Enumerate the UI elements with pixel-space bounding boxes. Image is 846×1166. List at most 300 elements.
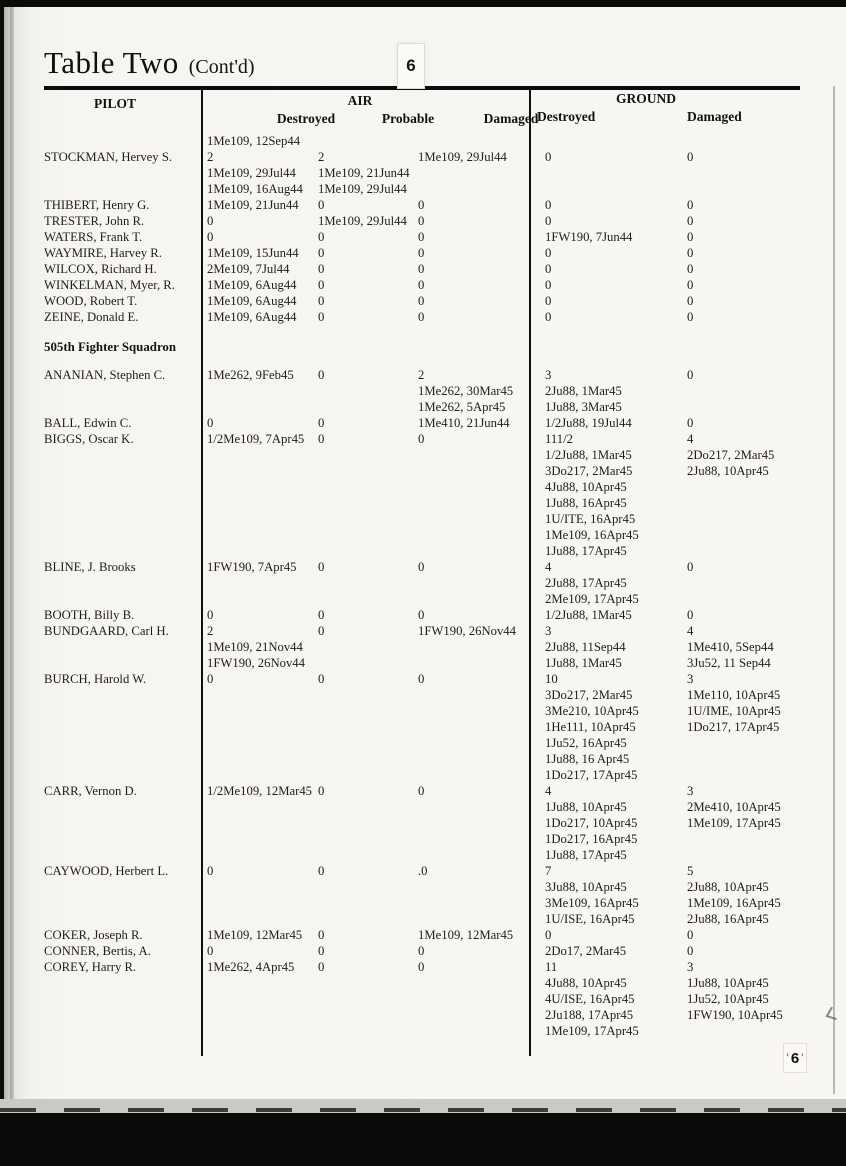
ground-destroyed-cell [537,293,687,309]
air-destroyed-cell [207,927,318,943]
victory-entry: 0 [418,262,425,276]
victory-entry: 2Me109, 7Jul44 [207,262,290,276]
victory-entry: 1Me109, 6Aug44 [207,310,297,324]
air-destroyed-cell [207,293,318,309]
air-damaged-cell [418,149,537,165]
air-probable-cell [318,367,418,383]
air-probable-cell [318,431,418,447]
ground-damaged-cell [687,431,810,479]
table-row [44,133,810,149]
victory-entry: 0 [545,262,552,276]
table-body [44,133,810,1039]
pilot-name-cell: WOOD, Robert T. [44,294,138,308]
victory-entry: 0 [418,310,425,324]
victory-entry: 0 [318,262,325,276]
table-row [44,197,810,213]
victory-entry: 0 [545,214,552,228]
header-air-probable: Probable [381,111,435,126]
ground-damaged-cell [687,623,810,671]
victory-entry: 1Me109, 29Jul44 [418,150,507,164]
table-row [44,309,810,325]
victory-entry: 0 [687,230,694,244]
victory-entry: 4 [687,432,694,446]
page-right-edge [833,86,835,1094]
air-damaged-cell [418,213,537,229]
victory-entry: 0 [318,310,325,324]
ground-destroyed-cell [537,197,687,213]
victory-entry: 0 [687,560,694,574]
air-destroyed-cell [207,671,318,687]
victory-entry: 3Me109, 16Apr45 [545,896,639,910]
victory-entry: 1Me110, 10Apr45 [687,688,781,702]
victory-entry: 1Me262, 5Apr45 [418,400,506,414]
victory-entry: 111/2 [545,432,573,446]
victory-entry: 0 [207,864,214,878]
page-title-suffix: (Cont'd) [188,56,255,78]
air-damaged-cell [418,277,537,293]
pilot-name-cell: THIBERT, Henry G. [44,198,150,212]
ground-destroyed-cell [537,863,687,927]
victory-entry: 0 [207,944,214,958]
pilot-name-cell: STOCKMAN, Hervey S. [44,150,173,164]
victory-entry: 1Me410, 21Jun44 [418,416,510,430]
air-damaged-cell [418,959,537,975]
victory-entry: 1Me109, 12Mar45 [418,928,514,942]
ground-damaged-cell [687,559,810,575]
victory-entry: 1Me109, 29Jul44 [207,166,296,180]
victory-entry: 0 [418,784,425,798]
victory-entry: 0 [687,278,694,292]
ground-damaged-cell [687,927,810,943]
victory-entry: 0 [418,608,425,622]
victory-entry: 0 [207,416,214,430]
victory-entry: 0 [418,214,425,228]
pilot-name-cell: BALL, Edwin C. [44,416,132,430]
header-ground: GROUND [616,91,676,106]
air-probable-cell [318,261,418,277]
victory-entry: 2Ju88, 17Apr45 [545,576,627,590]
pilot-name-cell: COREY, Harry R. [44,960,137,974]
pilot-name-cell: BURCH, Harold W. [44,672,147,686]
victory-entry: 0 [318,864,325,878]
victory-entry: 1Me109, 29Jul44 [318,214,407,228]
pilot-name-cell: ZEINE, Donald E. [44,310,139,324]
victory-entry: 1U/IME, 10Apr45 [687,704,781,718]
victory-entry: 3 [687,784,694,798]
victory-entry: 0 [318,230,325,244]
table-row [44,213,810,229]
table-row [44,431,810,559]
victory-entry: 1Ju88, 17Apr45 [545,544,627,558]
ground-damaged-cell [687,415,810,431]
victory-entry: 2Ju88, 10Apr45 [687,880,769,894]
victory-entry: 1Me262, 30Mar45 [418,384,514,398]
victory-entry: 0 [418,944,425,958]
victory-entry: 1Me109, 21Nov44 [207,640,303,654]
victory-entry: 1Me410, 5Sep44 [687,640,774,654]
air-probable-cell [318,197,418,213]
air-damaged-cell [418,309,537,325]
victory-entry: 4Ju88, 10Apr45 [545,976,627,990]
table-row [44,261,810,277]
victory-entry: 2Ju188, 17Apr45 [545,1008,634,1022]
victory-entry: 0 [545,150,552,164]
ground-destroyed-cell [537,149,687,165]
victory-entry: 2Ju88, 10Apr45 [687,464,769,478]
ground-damaged-cell [687,229,810,245]
victory-entry: 0 [318,294,325,308]
victory-entry: 2Ju88, 1Mar45 [545,384,622,398]
pilot-name-cell: BUNDGAARD, Carl H. [44,624,169,638]
victory-entry: 2Ju88, 16Apr45 [687,912,769,926]
victory-entry: 2 [418,368,425,382]
pilot-name-cell: CARR, Vernon D. [44,784,137,798]
victory-entry: 1Me109, 29Jul44 [318,182,407,196]
pilot-name-cell: BIGGS, Oscar K. [44,432,134,446]
victory-entry: 3 [545,624,552,638]
victory-entry: 1Me109, 17Apr45 [687,816,781,830]
victory-entry: 0 [418,278,425,292]
victory-entry: 3Me210, 10Apr45 [545,704,639,718]
air-damaged-cell [418,261,537,277]
ground-destroyed-cell [537,277,687,293]
ground-damaged-cell [687,277,810,293]
air-damaged-cell [418,245,537,261]
victory-entry: 1U/ITE, 16Apr45 [545,512,636,526]
air-probable-cell [318,623,418,639]
ground-damaged-cell [687,943,810,959]
victory-entry: 3 [545,368,552,382]
victory-entry: 0 [318,624,325,638]
victory-entry: 1Ju88, 16 Apr45 [545,752,630,766]
ground-destroyed-cell [537,367,687,415]
victory-entry: 0 [418,198,425,212]
victory-entry: 0 [687,928,694,942]
ground-damaged-cell [687,863,810,927]
victory-entry: 0 [318,368,325,382]
victory-entry: 4Ju88, 10Apr45 [545,480,627,494]
victory-entry: 0 [418,432,425,446]
air-probable-cell [318,213,418,229]
table-row [44,149,810,197]
table-row [44,559,810,607]
pilot-name-cell: WAYMIRE, Harvey R. [44,246,162,260]
victory-entry: 0 [687,246,694,260]
victory-entry: 0 [687,294,694,308]
victory-entry: 4 [545,784,552,798]
air-probable-cell [318,277,418,293]
table-row [44,927,810,943]
victory-entry: 4 [545,560,552,574]
air-destroyed-cell [207,133,318,149]
air-destroyed-cell [207,943,318,959]
air-damaged-cell [418,415,537,431]
ground-damaged-cell [687,671,810,735]
victory-entry: 0 [318,960,325,974]
ground-damaged-cell [687,959,810,1023]
header-air-destroyed: Destroyed [276,111,336,126]
victory-entry: 1Me109, 6Aug44 [207,294,297,308]
air-damaged-cell [418,671,537,687]
victory-entry: 1Ju88, 1Mar45 [545,656,622,670]
page-number-bottom: ' 6 ' [784,1044,806,1072]
victory-entry: 1Me109, 16Apr45 [545,528,639,542]
air-probable-cell [318,229,418,245]
pilot-name-cell: CAYWOOD, Herbert L. [44,864,169,878]
air-damaged-cell [418,367,537,415]
header-ground-damaged: Damaged [687,109,742,124]
pilot-name-cell: TRESTER, John R. [44,214,145,228]
victory-entry: 3Ju88, 10Apr45 [545,880,627,894]
air-destroyed-cell [207,197,318,213]
ground-damaged-cell [687,309,810,325]
ground-damaged-cell [687,197,810,213]
header-pilot: PILOT [93,96,136,111]
victory-entry: 0 [418,294,425,308]
victory-entry: 4U/ISE, 16Apr45 [545,992,635,1006]
air-probable-cell [318,943,418,959]
victory-entry: 1Do217, 17Apr45 [687,720,780,734]
victory-entry: 0 [318,672,325,686]
air-probable-cell [318,293,418,309]
ground-destroyed-cell [537,261,687,277]
air-probable-cell [318,245,418,261]
air-destroyed-cell [207,559,318,575]
air-probable-cell [318,607,418,623]
table-row [44,943,810,959]
victory-entry: 0 [545,198,552,212]
squadron-section-header: 505th Fighter Squadron [44,340,177,354]
victory-entry: 1FW190, 7Apr45 [207,560,297,574]
victory-entry: 0 [545,928,552,942]
ground-damaged-cell [687,213,810,229]
table-row [44,671,810,783]
victory-entry: 0 [418,230,425,244]
table-row [44,623,810,671]
ground-destroyed-cell [537,415,687,431]
victory-entry: 0 [687,944,694,958]
victory-entry: 1Me109, 12Mar45 [207,928,303,942]
victory-entry: 0 [687,608,694,622]
victory-entry: 0 [545,246,552,260]
victory-entry: 3Do217, 2Mar45 [545,464,633,478]
victory-entry: 1Ju52, 16Apr45 [545,736,627,750]
air-destroyed-cell [207,213,318,229]
victory-entry: 0 [545,310,552,324]
ground-destroyed-cell [537,607,687,623]
air-probable-cell [318,863,418,879]
victory-entry: 0 [318,246,325,260]
binding-shadow [10,7,14,1099]
air-destroyed-cell [207,431,318,447]
ground-destroyed-cell [537,431,687,559]
victory-entry: 0 [687,214,694,228]
victory-entry: 1Ju88, 10Apr45 [687,976,769,990]
victory-entry: 0 [418,246,425,260]
air-destroyed-cell [207,149,318,197]
table-row [44,277,810,293]
victory-entry: 3 [687,960,694,974]
victory-entry: .0 [418,864,428,878]
ground-destroyed-cell [537,943,687,959]
victory-entry: 0 [687,416,694,430]
air-probable-cell [318,149,418,197]
column-divider-air [201,90,203,1056]
victory-entry: 1FW190, 10Apr45 [687,1008,783,1022]
table-row [44,607,810,623]
victory-entry: 1Me109, 16Aug44 [207,182,303,196]
victory-entry: 0 [318,608,325,622]
air-destroyed-cell [207,415,318,431]
pilot-name-cell: WATERS, Frank T. [44,230,143,244]
pilot-name-cell: WINKELMAN, Myer, R. [44,278,175,292]
victory-entry: 1Me262, 4Apr45 [207,960,295,974]
ground-destroyed-cell [537,927,687,943]
victory-entry: 0 [207,672,214,686]
victory-entry: 3 [687,672,694,686]
pilot-name-cell: WILCOX, Richard H. [44,262,157,276]
victory-entry: 1Me109, 16Apr45 [687,896,781,910]
victory-entry: 0 [687,150,694,164]
scan-edge-marks [0,1108,846,1112]
ground-damaged-cell [687,607,810,623]
victory-entry: 1/2Me109, 7Apr45 [207,432,305,446]
victory-entry: 1/2Ju88, 1Mar45 [545,608,632,622]
ground-destroyed-cell [537,671,687,783]
victory-entry: 1Do217, 17Apr45 [545,768,638,782]
pilot-name-cell: COKER, Joseph R. [44,928,143,942]
victory-entry: 2Do17, 2Mar45 [545,944,627,958]
ground-destroyed-cell [537,623,687,671]
victory-entry: 1Do217, 10Apr45 [545,816,638,830]
victory-table [44,90,810,1057]
victory-entry: 0 [418,960,425,974]
victory-entry: 1Me109, 21Jun44 [207,198,299,212]
victory-entry: 0 [207,214,214,228]
victory-entry: 10 [545,672,558,686]
air-destroyed-cell [207,623,318,671]
victory-entry: 0 [687,368,694,382]
victory-entry: 1Me109, 6Aug44 [207,278,297,292]
victory-entry: 1Me262, 9Feb45 [207,368,294,382]
air-destroyed-cell [207,309,318,325]
victory-entry: 0 [318,944,325,958]
victory-entry: 0 [318,416,325,430]
victory-entry: 0 [318,198,325,212]
air-probable-cell [318,415,418,431]
table-row [44,959,810,1039]
air-probable-cell [318,959,418,975]
ground-damaged-cell [687,149,810,165]
air-probable-cell [318,927,418,943]
air-damaged-cell [418,229,537,245]
ground-damaged-cell [687,783,810,831]
ground-destroyed-cell [537,783,687,863]
victory-entry: 1FW190, 26Nov44 [418,624,516,638]
victory-entry: 0 [318,784,325,798]
ground-damaged-cell [687,245,810,261]
victory-entry: 2 [318,150,325,164]
victory-entry: 1Ju88, 10Apr45 [545,800,627,814]
victory-entry: 1Ju88, 16Apr45 [545,496,627,510]
victory-entry: 4 [687,624,694,638]
victory-entry: 1/2Ju88, 19Jul44 [545,416,632,430]
pilot-name-cell: BOOTH, Billy B. [44,608,135,622]
header-air: AIR [347,93,373,108]
victory-entry: 0 [687,198,694,212]
air-probable-cell [318,671,418,687]
pilot-name-cell: ANANIAN, Stephen C. [44,368,166,382]
ground-destroyed-cell [537,959,687,1039]
ground-damaged-cell [687,367,810,383]
victory-entry: 2 [207,624,214,638]
victory-entry: 2Me109, 17Apr45 [545,592,639,606]
victory-entry: 1Me109, 15Jun44 [207,246,299,260]
air-damaged-cell [418,559,537,575]
air-destroyed-cell [207,607,318,623]
air-probable-cell [318,559,418,575]
victory-entry: 1Me109, 21Jun44 [318,166,410,180]
page-content [44,45,810,1038]
victory-entry: 1/2Ju88, 1Mar45 [545,448,632,462]
victory-entry: 1Ju88, 17Apr45 [545,848,627,862]
victory-entry: 1U/ISE, 16Apr45 [545,912,635,926]
victory-entry: 7 [545,864,552,878]
air-destroyed-cell [207,229,318,245]
ground-damaged-cell [687,293,810,309]
header-air-damaged: Damaged [483,111,539,126]
table-row [44,367,810,415]
victory-entry: 5 [687,864,694,878]
pilot-name-cell: BLINE, J. Brooks [44,560,136,574]
victory-entry: 1FW190, 26Nov44 [207,656,305,670]
victory-entry: 1FW190, 7Jun44 [545,230,633,244]
air-damaged-cell [418,943,537,959]
victory-entry: 1Ju88, 3Mar45 [545,400,622,414]
ground-destroyed-cell [537,559,687,607]
air-damaged-cell [418,197,537,213]
victory-entry: 0 [545,278,552,292]
air-damaged-cell [418,783,537,799]
header-ground-destroyed: Destroyed [537,109,596,124]
victory-entry: 0 [418,672,425,686]
victory-entry: 0 [687,310,694,324]
air-damaged-cell [418,927,537,943]
victory-entry: 3Do217, 2Mar45 [545,688,633,702]
victory-entry: 1/2Me109, 12Mar45 [207,784,313,798]
air-damaged-cell [418,607,537,623]
victory-entry: 0 [687,262,694,276]
page-title: Table Two [44,45,179,80]
victory-entry: 2Do217, 2Mar45 [687,448,775,462]
ground-destroyed-cell [537,245,687,261]
air-destroyed-cell [207,261,318,277]
page-number-top: 6 [398,44,424,88]
table-row [44,415,810,431]
table-row [44,863,810,927]
victory-entry: 0 [418,560,425,574]
victory-entry: 0 [318,928,325,942]
air-damaged-cell [418,431,537,447]
title-row [44,46,810,86]
air-destroyed-cell [207,245,318,261]
victory-entry: 0 [545,294,552,308]
victory-entry: 1Me109, 17Apr45 [545,1024,639,1038]
column-divider-ground [529,90,531,1056]
air-probable-cell [318,309,418,325]
table-row [44,293,810,309]
table-row [44,229,810,245]
